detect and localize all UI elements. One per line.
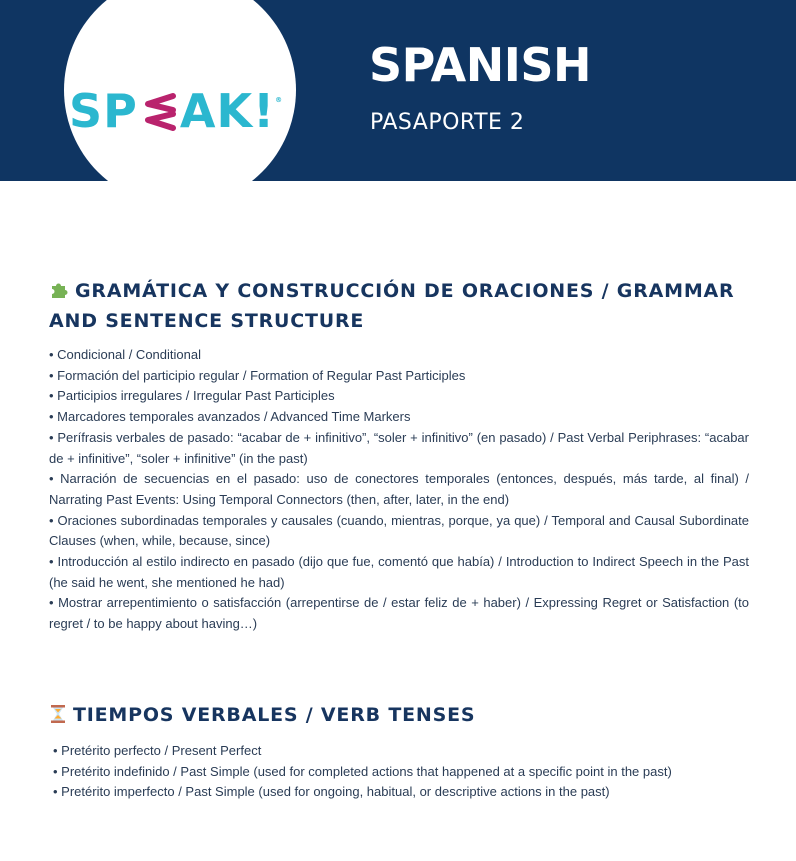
grammar-heading-text: GRAMÁTICA Y CONSTRUCCIÓN DE ORACIONES / GRAMMAR AND SENTENCE STRUCTURE <box>49 280 735 332</box>
list-item: • Formación del participio regular / Formation of Regular Past Participles <box>49 367 466 383</box>
list-item: • Oraciones subordinadas temporales y causales (cuando, mientras, porque, ya que) / Temporal and Causal Subordinate Clauses (when, while, because, since) <box>49 512 749 549</box>
verb-tenses-list <box>49 741 749 803</box>
logo-text-right: AK! <box>179 84 276 138</box>
list-item: • Introducción al estilo indirecto en pasado (dijo que fue, comentó que había) / Introduction to Indirect Speech in the Past (he said he went, she mentioned he had) <box>49 554 749 590</box>
verb-tenses-heading-text: TIEMPOS VERBALES / VERB TENSES <box>73 704 476 726</box>
list-item: • Perífrasis verbales de pasado: “acabar de + infinitivo”, “soler + infinitivo” (en pasado) / Past Verbal Periphrases: “acabar de + infinitive”, “soler + infinitive” (in the past) <box>49 429 749 466</box>
list-item: • Pretérito imperfecto / Past Simple (used for ongoing, habitual, or descriptive actions in the past) <box>53 784 610 800</box>
header-banner <box>0 0 796 181</box>
hourglass-icon <box>49 704 67 732</box>
page-title: SPANISH <box>369 38 591 92</box>
logo-e-mark-icon <box>140 90 178 132</box>
grammar-list <box>49 345 749 635</box>
page-subtitle: PASAPORTE 2 <box>370 110 525 135</box>
list-item: • Marcadores temporales avanzados / Advanced Time Markers <box>49 409 411 425</box>
verb-tenses-heading <box>49 702 749 732</box>
list-item: • Pretérito perfecto / Present Perfect <box>53 743 262 758</box>
list-item: • Mostrar arrepentimiento o satisfacción (arrepentirse de / estar feliz de + haber) / Expressing Regret or Satisfaction (to regret / to be happy about having…) <box>49 595 749 632</box>
puzzle-icon <box>49 280 69 308</box>
grammar-heading <box>49 278 749 335</box>
grammar-section <box>49 278 749 635</box>
list-item: • Narración de secuencias en el pasado: uso de conectores temporales (entonces, después, más tarde, al final) / Narrating Past Events: Using Temporal Connectors (then, after, later, in the end) <box>49 471 749 507</box>
list-item: • Condicional / Conditional <box>49 347 201 362</box>
list-item: • Pretérito indefinido / Past Simple (used for completed actions that happened at a specific point in the past) <box>53 763 672 779</box>
list-item: • Participios irregulares / Irregular Past Participles <box>49 388 335 404</box>
speak-logo <box>69 80 294 142</box>
verb-tenses-section <box>49 702 749 803</box>
logo-registered-mark: ® <box>275 96 284 104</box>
logo-text-left: SP <box>69 84 138 138</box>
